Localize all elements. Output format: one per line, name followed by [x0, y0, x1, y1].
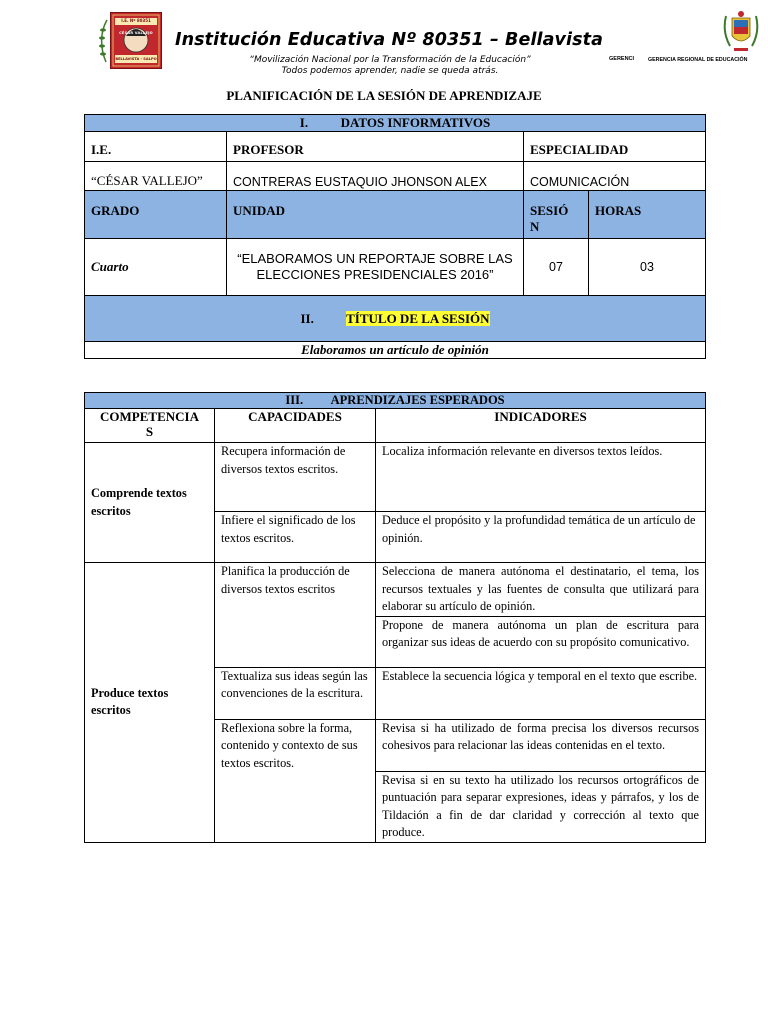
horas-header: HORAS: [589, 191, 706, 239]
col-competencias-part1: COMPETENCIA: [100, 409, 199, 424]
competencia-produce: Produce textos escritos: [85, 563, 215, 843]
col-capacidades-header: CAPACIDADES: [215, 409, 376, 443]
horas-value: 03: [589, 239, 706, 296]
unidad-header: UNIDAD: [227, 191, 524, 239]
document-title: PLANIFICACIÓN DE LA SESIÓN DE APRENDIZAJE: [226, 88, 542, 103]
sesion-header: [524, 191, 589, 239]
gerencia-short-label: GERENCI: [609, 56, 635, 62]
capacidad-planifica: Planifica la producción de diversos textos escritos: [215, 563, 376, 668]
motto-line-2: Todos podemos aprender, nadie se queda atrás.: [281, 66, 499, 76]
indicador-propone: Propone de manera autónoma un plan de escritura para organizar sus ideas de acuerdo con su propósito comunicativo.: [376, 616, 706, 667]
crest-band-text: CÉSAR VALLEJO: [119, 31, 153, 35]
section-3-header: [85, 393, 706, 409]
capacidad-textualiza: Textualiza sus ideas según las convenciones de la escritura.: [215, 667, 376, 719]
datos-informativos-table: [84, 114, 706, 359]
section-2-title: TÍTULO DE LA SESIÓN: [346, 310, 490, 326]
crest-bottom-text: BELLAVISTA - SALPO: [115, 57, 157, 61]
ie-header: I.E.: [85, 132, 227, 162]
indicador-localiza: Localiza información relevante en diversos textos leídos.: [376, 443, 706, 512]
indicador-selecciona: Selecciona de manera autónoma el destinatario, el tema, los recursos textuales y las fuentes de consulta que utilizará para elaborar su artículo de opinión.: [376, 563, 706, 617]
indicador-revisa-cohesivos: Revisa si ha utilizado de forma precisa los diversos recursos cohesivos para relacionar las ideas contenidas en el texto.: [376, 719, 706, 771]
col-indicadores-header: INDICADORES: [376, 409, 706, 443]
profesor-header: PROFESOR: [227, 132, 524, 162]
grado-value: Cuarto: [85, 239, 227, 296]
section-2-header: [85, 296, 706, 342]
aprendizajes-esperados-table: [84, 392, 706, 843]
capacidad-reflexiona: Reflexiona sobre la forma, contenido y contexto de sus textos escritos.: [215, 719, 376, 842]
section-2-number: II.: [300, 310, 314, 326]
indicador-revisa-ortograficos: Revisa si en su texto ha utilizado los recursos ortográficos de puntuación para separar expresiones, ideas y párrafos, y los de Tildación a fin de dar claridad y corrección al texto que produce.: [376, 771, 706, 842]
section-1-title: DATOS INFORMATIVOS: [340, 115, 491, 130]
ie-value: “CÉSAR VALLEJO”: [85, 162, 227, 191]
section-1-header: [85, 115, 706, 132]
session-title: Elaboramos un artículo de opinión: [85, 342, 706, 359]
especialidad-header: ESPECIALIDAD: [524, 132, 706, 162]
gerencia-regional-label: GERENCIA REGIONAL DE EDUCACIÓN: [648, 57, 748, 63]
sesion-value: 07: [524, 239, 589, 296]
grado-header: GRADO: [85, 191, 227, 239]
capacidad-recupera: Recupera información de diversos textos escritos.: [215, 443, 376, 512]
institution-title: Institución Educativa Nº 80351 – Bellavista: [175, 30, 604, 50]
profesor-value: CONTRERAS EUSTAQUIO JHONSON ALEX: [227, 162, 524, 191]
regional-coat-of-arms-icon: [722, 10, 760, 54]
unidad-value: “ELABORAMOS UN REPORTAJE SOBRE LAS ELECCIONES PRESIDENCIALES 2016”: [227, 239, 524, 296]
col-competencias-part2: S: [145, 424, 154, 439]
section-3-number: III.: [285, 393, 304, 407]
indicador-deduce: Deduce el propósito y la profundidad temática de un artículo de opinión.: [376, 512, 706, 563]
motto-line-1: “Movilización Nacional por la Transformación de la Educación”: [249, 55, 531, 65]
capacidad-infiere: Infiere el significado de los textos escritos.: [215, 512, 376, 563]
crest-ring-text: I.E. Nº 80351: [121, 18, 151, 23]
col-competencias-header: [85, 409, 215, 443]
competencia-comprende: Comprende textos escritos: [85, 443, 215, 563]
section-3-title: APRENDIZAJES ESPERADOS: [330, 393, 505, 407]
especialidad-value: COMUNICACIÓN: [524, 162, 706, 191]
sesion-header-part1: SESIÓ: [530, 203, 569, 218]
section-1-number: I.: [299, 115, 309, 130]
indicador-establece: Establece la secuencia lógica y temporal en el texto que escribe.: [376, 667, 706, 719]
sesion-header-part2: N: [530, 219, 540, 234]
